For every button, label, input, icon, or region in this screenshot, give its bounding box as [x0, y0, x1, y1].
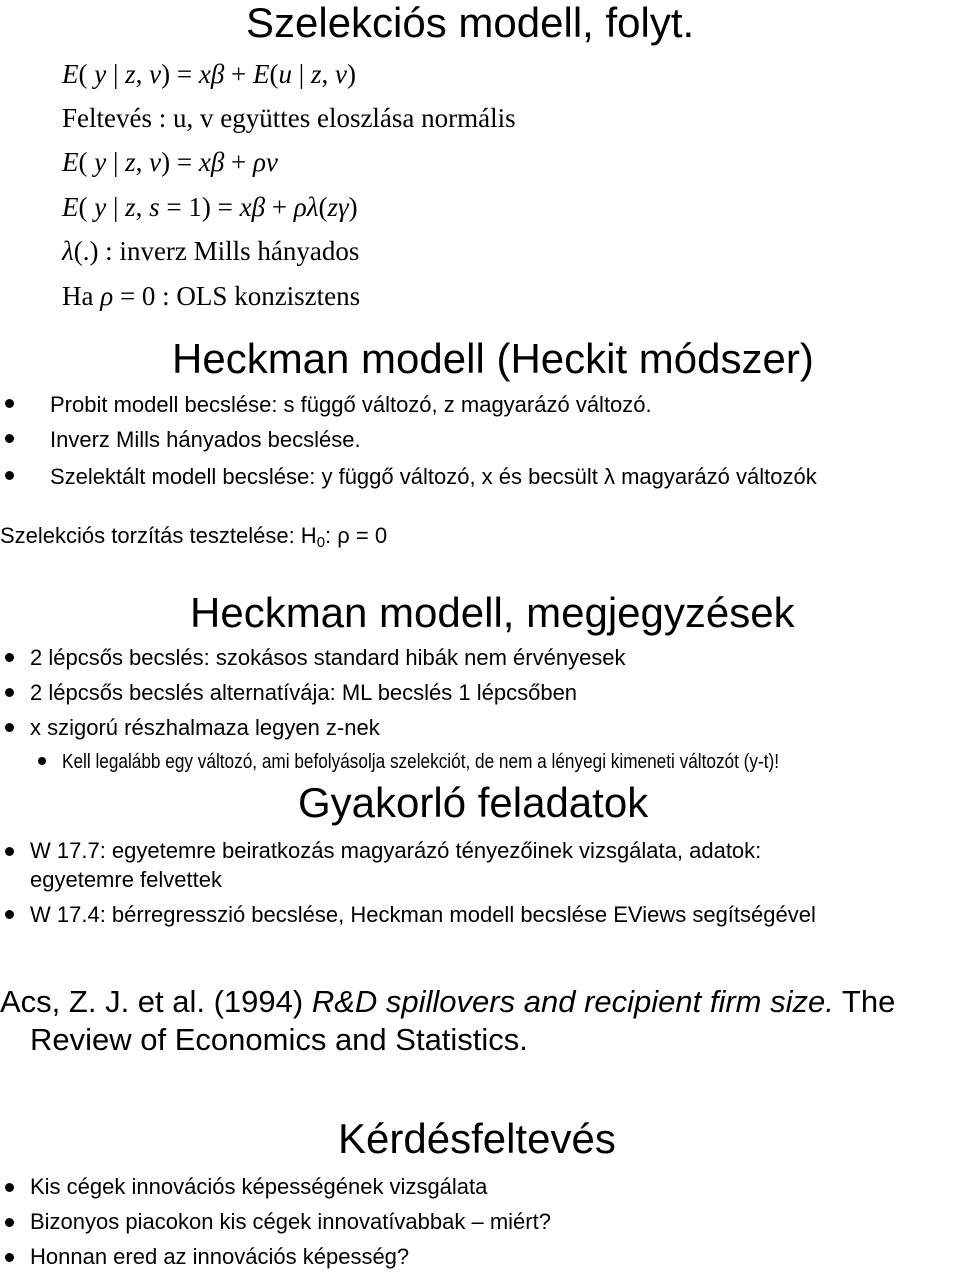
bullet-icon	[5, 910, 14, 919]
bullet-icon	[5, 847, 14, 856]
citation-line-2: Review of Economics and Statistics.	[30, 1022, 528, 1057]
bullet-icon	[5, 1183, 14, 1192]
notes-sub-bullet: Kell legalább egy változó, ami befolyásolja szelekciót, de nem a lényegi kimeneti változót (y-t)!	[62, 751, 780, 773]
bullet-icon	[5, 688, 14, 697]
heckman-bullet-1: Probit modell becslése: s függő változó, z magyarázó változó.	[50, 392, 652, 417]
bullet-icon	[5, 653, 14, 662]
question-bullet-1: Kis cégek innovációs képességének vizsgálata	[30, 1174, 488, 1199]
lambda-definition: λ(.) : inverz Mills hányados	[62, 236, 360, 266]
equation-3: E( y | z, s = 1) = xβ + ρλ(zγ)	[62, 192, 358, 222]
exercise-bullet-1: W 17.7: egyetemre beiratkozás magyarázó tényezőinek vizsgálata, adatok:	[30, 838, 762, 863]
selection-bias-test: Szelekciós torzítás tesztelése: $H_0$: ρ = 0	[0, 523, 388, 551]
exercise-bullet-1-continued: egyetemre felvettek	[30, 867, 222, 892]
section-title-selection-model: Szelekciós modell, folyt.	[246, 0, 695, 46]
ols-consistency-line: Ha ρ = 0 : OLS konzisztens	[62, 281, 361, 311]
section-title-notes: Heckman modell, megjegyzések	[190, 589, 795, 636]
section-title-heckman: Heckman modell (Heckit módszer)	[172, 335, 814, 382]
equation-2: E( y | z, v) = xβ + ρv	[62, 147, 278, 177]
section-title-exercises: Gyakorló feladatok	[298, 779, 649, 826]
question-bullet-3: Honnan ered az innovációs képesség?	[30, 1244, 410, 1269]
heckman-bullet-2: Inverz Mills hányados becslése.	[50, 427, 361, 452]
bullet-icon	[5, 723, 14, 732]
exercise-bullet-2: W 17.4: bérregresszió becslése, Heckman modell becslése EViews segítségével	[30, 902, 816, 927]
bullet-icon	[5, 1253, 14, 1262]
question-bullet-2: Bizonyos piacokon kis cégek innovatívabbak – miért?	[30, 1209, 551, 1234]
bullet-icon	[5, 1218, 14, 1227]
bullet-icon	[5, 434, 14, 443]
notes-bullet-3: x szigorú részhalmaza legyen z-nek	[30, 715, 380, 740]
heckman-bullet-3: Szelektált modell becslése: y függő változó, x és becsült λ magyarázó változók	[50, 464, 817, 489]
equation-1: E( y | z, v) = xβ + E(u | z, v)	[62, 59, 356, 89]
bullet-icon	[5, 471, 14, 480]
section-title-questions: Kérdésfeltevés	[338, 1115, 616, 1162]
notes-bullet-2: 2 lépcsős becslés alternatívája: ML becslés 1 lépcsőben	[30, 680, 578, 705]
citation-line-1: Acs, Z. J. et al. (1994) R&D spillovers and recipient firm size. The	[0, 984, 896, 1019]
notes-bullet-1: 2 lépcsős becslés: szokásos standard hibák nem érvényesek	[30, 645, 626, 670]
assumption-line: Feltevés : u, v együttes eloszlása normális	[62, 103, 516, 133]
bullet-icon	[5, 399, 14, 408]
sub-bullet-icon	[38, 757, 46, 765]
